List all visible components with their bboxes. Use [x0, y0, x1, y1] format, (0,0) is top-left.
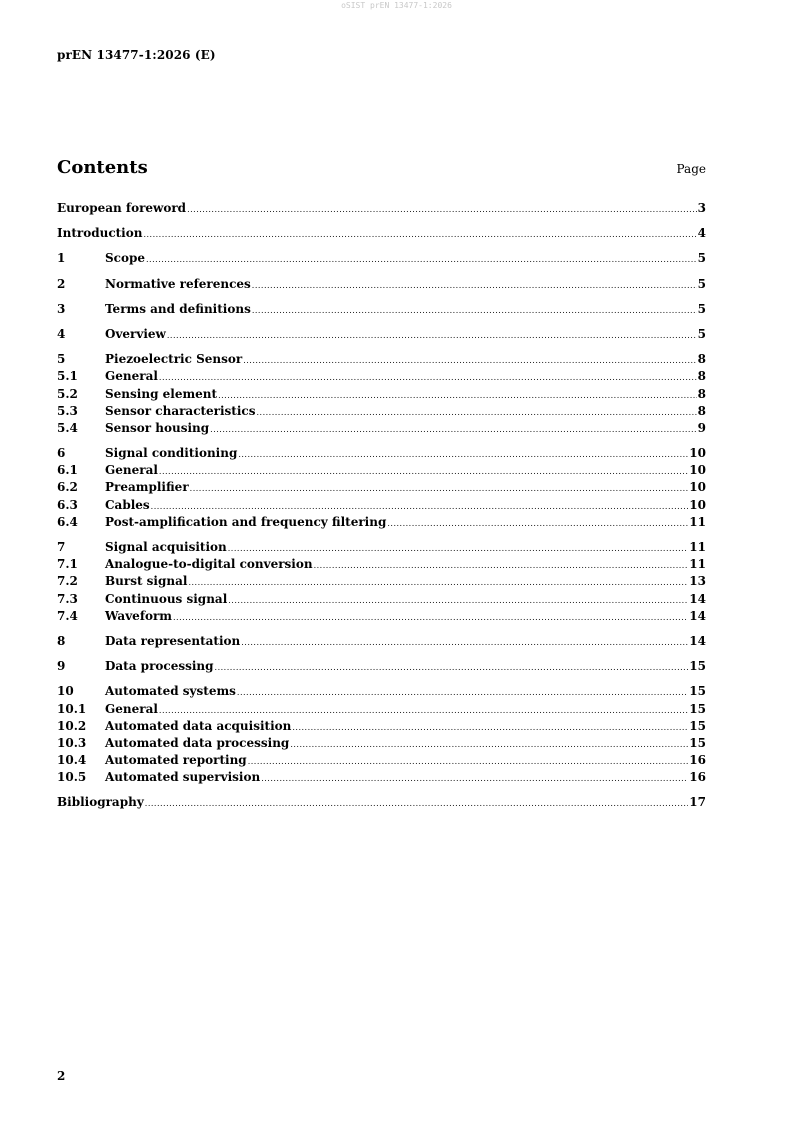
toc-entry-number: 1 [57, 251, 66, 266]
toc-dot-leader [248, 753, 689, 770]
toc-entry-page: 4 [697, 226, 706, 241]
toc-entry-title[interactable]: Data processing [105, 659, 214, 674]
toc-entry-page: 16 [689, 770, 706, 785]
toc-dot-leader [252, 302, 697, 319]
toc-entry-page: 3 [697, 201, 706, 215]
toc-entry-page: 5 [697, 301, 706, 316]
toc-dot-leader [314, 557, 689, 574]
toc-dot-leader [188, 574, 688, 591]
toc-entry-page: 15 [689, 718, 706, 733]
toc-entry[interactable] [57, 386, 706, 403]
toc-dot-leader [290, 736, 688, 753]
toc-dot-leader [215, 659, 689, 676]
toc-entry[interactable] [57, 301, 706, 318]
toc-entry-page: 8 [697, 369, 706, 384]
toc-entry-page: 14 [689, 591, 706, 606]
toc-entry[interactable] [57, 514, 706, 531]
document-id: prEN 13477-1:2026 (E) [57, 48, 216, 62]
toc-entry[interactable] [57, 608, 706, 625]
toc-entry-number: 3 [57, 301, 66, 316]
toc-entry-title[interactable]: Introduction [57, 226, 143, 241]
toc-entry-number: 7.3 [57, 591, 78, 606]
toc-entry-page: 15 [689, 659, 706, 674]
toc-entry-title[interactable]: Sensor characteristics [105, 403, 256, 418]
toc-entry[interactable] [57, 683, 706, 700]
toc-entry[interactable] [57, 573, 706, 590]
toc-dot-leader [256, 404, 696, 421]
watermark: oSIST prEN 13477-1:2026 [341, 1, 452, 10]
toc-dot-leader [146, 251, 697, 268]
toc-entry-number: 7.1 [57, 557, 78, 572]
toc-entry-page: 16 [689, 753, 706, 768]
toc-entry-page: 10 [689, 463, 706, 478]
toc-entry-title[interactable]: Overview [105, 326, 166, 341]
toc-dot-leader [159, 702, 688, 719]
toc-entry-title[interactable]: Waveform [105, 608, 173, 623]
toc-entry-page: 5 [697, 276, 706, 291]
toc-entry-page: 5 [697, 251, 706, 266]
toc-entry-page: 9 [697, 420, 706, 435]
toc-entry-title[interactable]: Automated systems [105, 684, 236, 699]
toc-entry-title[interactable]: Bibliography [57, 795, 144, 810]
toc-entry-page: 8 [697, 352, 706, 367]
toc-entry[interactable] [57, 794, 706, 811]
toc-dot-leader [387, 515, 688, 532]
toc-entry-page: 11 [689, 514, 706, 529]
toc-entry-title[interactable]: Signal acquisition [105, 540, 227, 554]
toc-entry-title[interactable]: Cables [105, 497, 150, 512]
toc-entry-number: 5.4 [57, 420, 78, 435]
toc-entry[interactable] [57, 479, 706, 496]
toc-entry-number: 8 [57, 633, 66, 648]
toc-entry[interactable] [57, 539, 706, 556]
toc-entry[interactable] [57, 633, 706, 650]
toc-entry[interactable] [57, 403, 706, 420]
toc-entry-page: 13 [689, 574, 706, 589]
toc-entry[interactable] [57, 658, 706, 675]
toc-entry-title[interactable]: European foreword [57, 201, 187, 215]
toc-entry[interactable] [57, 497, 706, 514]
toc-entry-page: 5 [697, 326, 706, 341]
toc-dot-leader [187, 201, 697, 218]
toc-dot-leader [218, 387, 697, 404]
toc-entry-number: 10.4 [57, 753, 87, 768]
toc-dot-leader [261, 770, 688, 787]
toc-entry-page: 15 [689, 684, 706, 699]
toc-entry-page: 8 [697, 403, 706, 418]
toc-dot-leader [241, 634, 688, 651]
toc-entry-title[interactable]: Sensing element [105, 386, 218, 401]
page-column-label: Page [676, 162, 706, 176]
toc-entry[interactable] [57, 701, 706, 718]
toc-entry-number: 5 [57, 352, 66, 367]
toc-entry-title[interactable]: Automated reporting [105, 753, 247, 768]
toc-entry[interactable] [57, 200, 706, 217]
toc-entry-number: 5.1 [57, 369, 78, 384]
toc-entry-number: 5.3 [57, 403, 78, 418]
toc-entry-title[interactable]: Sensor housing [105, 420, 210, 435]
toc-entry-title[interactable]: General [105, 369, 158, 384]
toc-entry-page: 17 [689, 795, 706, 810]
toc-entry[interactable] [57, 225, 706, 242]
toc-entry-page: 10 [689, 446, 706, 461]
toc-entry[interactable] [57, 250, 706, 267]
toc-entry[interactable] [57, 276, 706, 293]
contents-heading: Contents [57, 157, 148, 178]
toc-dot-leader [243, 352, 696, 369]
toc-dot-leader [173, 609, 688, 626]
toc-entry[interactable] [57, 752, 706, 769]
toc-entry-number: 6.4 [57, 514, 78, 529]
toc-entry[interactable] [57, 462, 706, 479]
toc-dot-leader [159, 463, 688, 480]
toc-entry[interactable] [57, 769, 706, 786]
toc-entry-title[interactable]: Post-amplification and frequency filtering [105, 514, 387, 529]
toc-entry-title[interactable]: Preamplifier [105, 480, 189, 495]
toc-dot-leader [145, 795, 689, 812]
toc-entry-page: 14 [689, 608, 706, 623]
toc-entry[interactable] [57, 735, 706, 752]
toc-dot-leader [167, 327, 697, 344]
toc-entry-title[interactable]: Normative references [105, 276, 251, 291]
toc-entry-title[interactable]: Terms and definitions [105, 301, 251, 316]
toc-entry-number: 6 [57, 446, 66, 461]
toc-entry-title[interactable]: Burst signal [105, 574, 188, 589]
toc-entry-number: 6.3 [57, 497, 78, 512]
toc-entry[interactable] [57, 591, 706, 608]
toc-entry-page: 8 [697, 386, 706, 401]
toc-entry-page: 15 [689, 701, 706, 716]
toc-entry-title[interactable]: Data representation [105, 633, 241, 648]
toc-dot-leader [228, 592, 688, 609]
toc-entry-page: 14 [689, 633, 706, 648]
toc-entry-page: 11 [689, 557, 706, 572]
toc-entry-number: 7.2 [57, 574, 78, 589]
toc-entry-page: 10 [689, 480, 706, 495]
table-of-contents [57, 200, 706, 812]
toc-entry-number: 10.5 [57, 770, 87, 785]
toc-dot-leader [210, 421, 696, 438]
toc-entry-number: 4 [57, 326, 66, 341]
toc-entry-title[interactable]: General [105, 701, 158, 716]
toc-dot-leader [252, 277, 697, 294]
toc-entry-page: 15 [689, 735, 706, 750]
toc-entry-number: 9 [57, 659, 66, 674]
toc-entry[interactable] [57, 326, 706, 343]
toc-entry[interactable] [57, 718, 706, 735]
toc-entry-number: 2 [57, 276, 66, 291]
toc-entry[interactable] [57, 445, 706, 462]
toc-entry-title[interactable]: Automated data processing [105, 735, 290, 750]
toc-entry-number: 10 [57, 684, 74, 699]
toc-entry[interactable] [57, 420, 706, 437]
toc-entry[interactable] [57, 351, 706, 368]
toc-entry-page: 10 [689, 497, 706, 512]
toc-entry-title[interactable]: Scope [105, 251, 146, 266]
toc-entry-title[interactable]: Continuous signal [105, 591, 228, 606]
toc-entry-title[interactable]: Analogue-to-digital conversion [105, 557, 313, 572]
toc-entry-title[interactable]: Signal conditioning [105, 446, 238, 461]
toc-dot-leader [228, 540, 689, 557]
toc-entry-page: 11 [689, 540, 706, 554]
toc-entry-number: 10.3 [57, 735, 87, 750]
toc-entry-title[interactable]: Automated data acquisition [105, 718, 292, 733]
toc-dot-leader [143, 226, 696, 243]
toc-dot-leader [151, 498, 689, 515]
toc-entry-number: 7.4 [57, 608, 78, 623]
toc-entry-number: 10.2 [57, 718, 87, 733]
toc-entry-number: 6.1 [57, 463, 78, 478]
toc-entry-title[interactable]: Automated supervision [105, 770, 261, 785]
toc-entry-number: 6.2 [57, 480, 78, 495]
toc-dot-leader [238, 446, 688, 463]
toc-dot-leader [237, 684, 688, 701]
toc-entry-number: 5.2 [57, 386, 78, 401]
toc-entry-number: 10.1 [57, 701, 87, 716]
toc-entry[interactable] [57, 368, 706, 385]
toc-entry-title[interactable]: Piezoelectric Sensor [105, 352, 243, 367]
toc-dot-leader [159, 369, 697, 386]
toc-entry-title[interactable]: General [105, 463, 158, 478]
toc-dot-leader [190, 480, 689, 497]
page-number: 2 [57, 1069, 66, 1083]
toc-dot-leader [292, 719, 688, 736]
toc-entry-number: 7 [57, 540, 66, 554]
toc-entry[interactable] [57, 556, 706, 573]
